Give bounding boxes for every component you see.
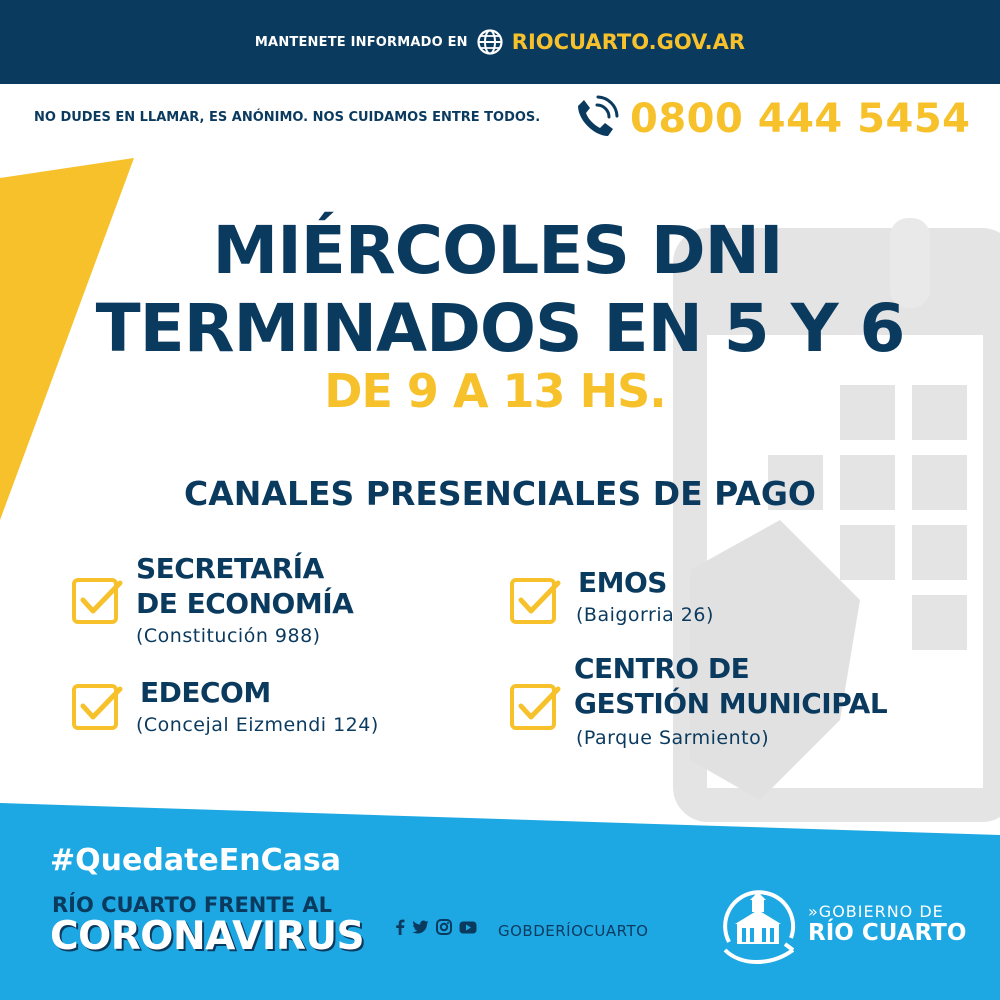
instagram-icon[interactable]: [436, 919, 452, 935]
channel-name: EMOS: [578, 566, 667, 599]
channels-title: CANALES PRESENCIALES DE PAGO: [184, 474, 816, 513]
channel-address: (Baigorria 26): [576, 604, 714, 626]
channel-address: (Constitución 988): [136, 625, 321, 647]
twitter-icon[interactable]: [412, 920, 429, 935]
channel-name: SECRETARÍA: [136, 552, 324, 585]
headline-hours: DE 9 A 13 HS.: [324, 364, 666, 418]
social-handle: GOBDERÍOCUARTO: [498, 922, 649, 940]
headline-day: MIÉRCOLES DNI: [212, 212, 783, 289]
gov-name-line1: »GOBIERNO DE: [808, 902, 944, 921]
campaign-line: RÍO CUARTO FRENTE AL: [52, 893, 332, 917]
government-logo-icon: [715, 880, 801, 966]
channel-name: GESTIÓN MUNICIPAL: [574, 687, 888, 720]
youtube-icon[interactable]: [459, 921, 477, 934]
campaign-title: CORONAVIRUS: [50, 914, 365, 959]
channel-name: CENTRO DE: [574, 652, 750, 685]
gov-name-line2: RÍO CUARTO: [808, 920, 967, 946]
channel-name: EDECOM: [140, 676, 271, 709]
phone-banner-text: NO DUDES EN LLAMAR, ES ANÓNIMO. NOS CUIDAMOS ENTRE TODOS.: [34, 110, 541, 125]
facebook-icon[interactable]: [395, 919, 405, 935]
hashtag: #QuedateEnCasa: [50, 843, 341, 878]
channel-name: DE ECONOMÍA: [136, 587, 354, 620]
channel-address: (Concejal Eizmendi 124): [136, 714, 379, 736]
headline-dni: TERMINADOS EN 5 Y 6: [95, 290, 905, 367]
social-icons: [395, 919, 477, 935]
phone-number[interactable]: 0800 444 5454: [630, 96, 971, 142]
website-link[interactable]: RIOCUARTO.GOV.AR: [511, 30, 746, 54]
channel-address: (Parque Sarmiento): [576, 727, 770, 749]
top-banner-text: MANTENETE INFORMADO EN: [254, 34, 468, 50]
